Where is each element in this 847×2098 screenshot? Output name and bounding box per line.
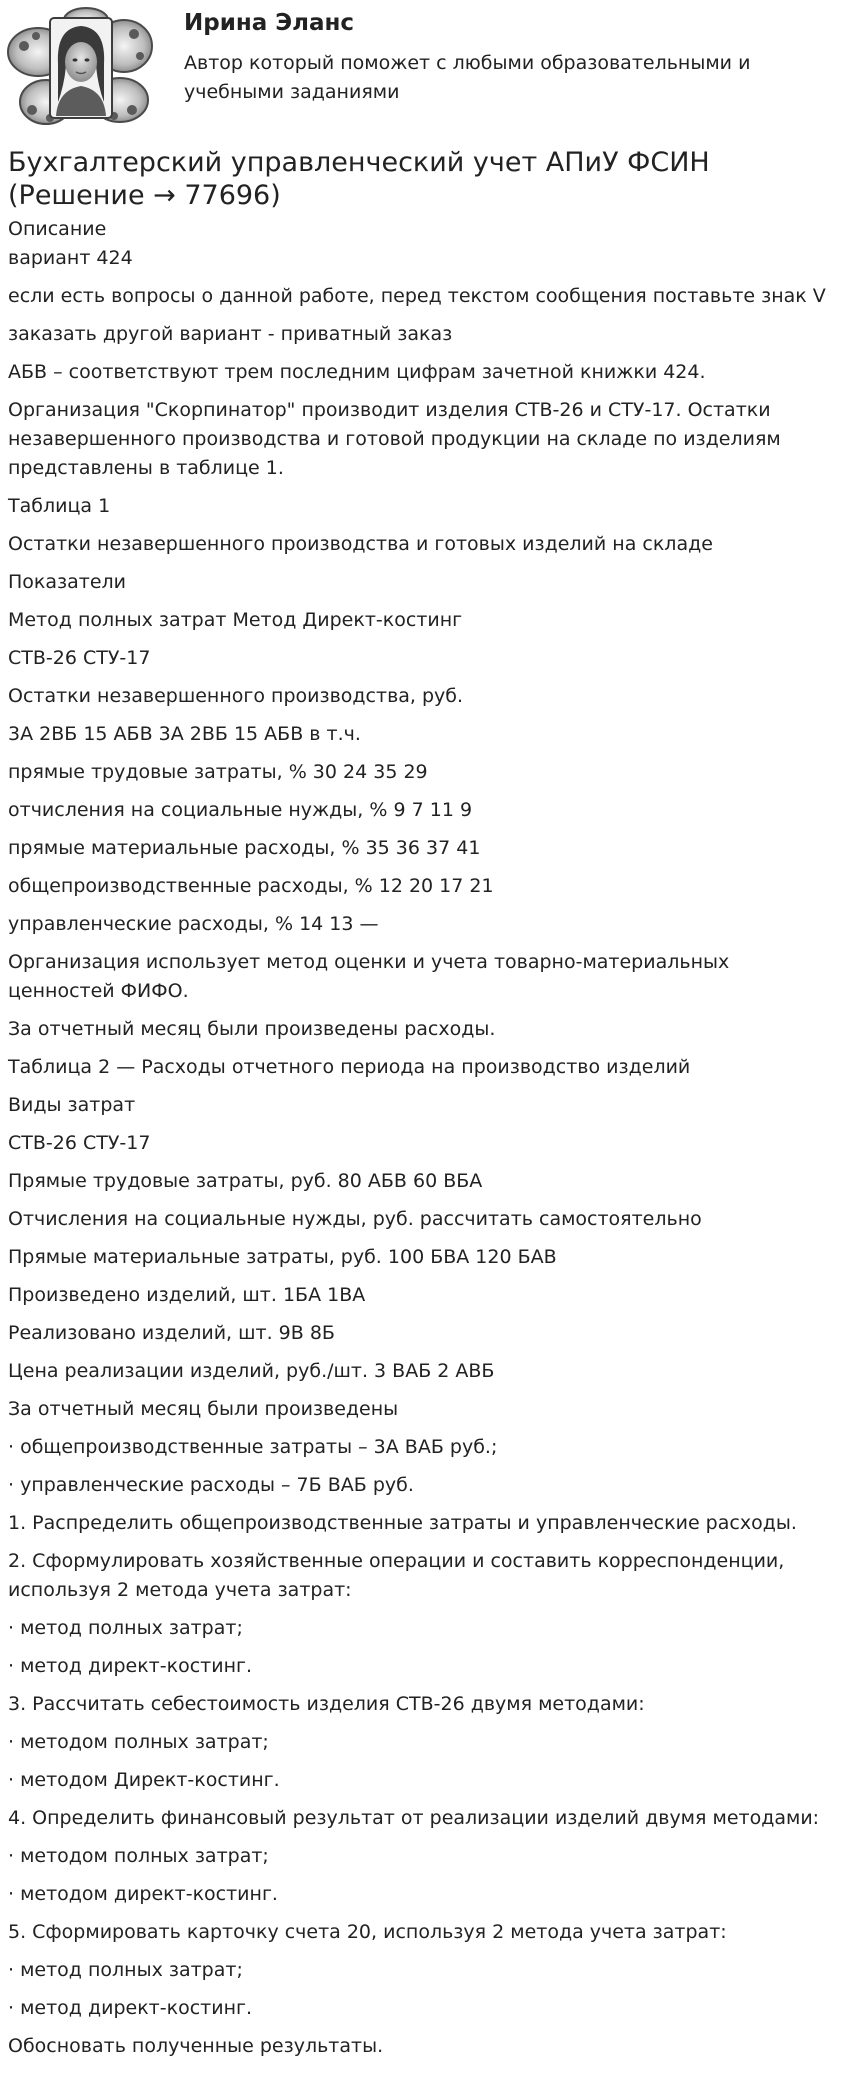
paragraph: Виды затрат	[8, 1094, 136, 1116]
paragraph: Организация использует метод оценки и учета товарно-материальных ценностей ФИФО.	[8, 951, 730, 1002]
paragraph: если есть вопросы о данной работе, перед текстом сообщения поставьте знак V	[8, 285, 826, 307]
paragraph: Таблица 1	[8, 495, 111, 517]
paragraph: Остатки незавершенного производства, руб.	[8, 685, 464, 707]
paragraph: 3. Рассчитать себестоимость изделия СТВ-26 двумя методами:	[8, 1693, 645, 1715]
paragraph: заказать другой вариант - приватный заказ	[8, 323, 453, 345]
paragraph: · методом Директ-костинг.	[8, 1769, 280, 1791]
paragraph: отчисления на социальные нужды, % 9 7 11 9	[8, 799, 473, 821]
paragraph: Организация "Скорпинатор" производит изделия СТВ-26 и СТУ-17. Остатки незавершенного производства и готовой продукции на складе по изделиям представлены в таблице 1.	[8, 399, 781, 479]
paragraph: · метод полных затрат;	[8, 1959, 243, 1981]
paragraph: Произведено изделий, шт. 1БА 1ВА	[8, 1284, 366, 1306]
paragraph: Метод полных затрат Метод Директ-костинг	[8, 609, 463, 631]
paragraph: прямые материальные расходы, % 35 36 37 41	[8, 837, 481, 859]
paragraph: За отчетный месяц были произведены расходы.	[8, 1018, 496, 1040]
paragraph: 3А 2ВБ 15 АБВ 3А 2ВБ 15 АБВ в т.ч.	[8, 723, 361, 745]
paragraph: управленческие расходы, % 14 13 —	[8, 913, 379, 935]
description-content	[8, 215, 838, 2070]
paragraph: · методом полных затрат;	[8, 1845, 269, 1867]
paragraph: СТВ-26 СТУ-17	[8, 1132, 151, 1154]
paragraph: · методом полных затрат;	[8, 1731, 269, 1753]
paragraph: · метод полных затрат;	[8, 1617, 243, 1639]
paragraph: Реализовано изделий, шт. 9В 8Б	[8, 1322, 335, 1344]
author-card	[0, 0, 847, 135]
paragraph: СТВ-26 СТУ-17	[8, 647, 151, 669]
paragraph: Прямые материальные затраты, руб. 100 БВА 120 БАВ	[8, 1246, 557, 1268]
paragraph: · общепроизводственные затраты – 3А ВАБ руб.;	[8, 1436, 498, 1458]
paragraph: · метод директ-костинг.	[8, 1997, 253, 2019]
paragraph: Остатки незавершенного производства и готовых изделий на складе	[8, 533, 713, 555]
paragraph: Обосновать полученные результаты.	[8, 2035, 384, 2057]
paragraph: · управленческие расходы – 7Б ВАБ руб.	[8, 1474, 414, 1496]
paragraph: Прямые трудовые затраты, руб. 80 АБВ 60 ВБА	[8, 1170, 483, 1192]
paragraph: общепроизводственные расходы, % 12 20 17 21	[8, 875, 494, 897]
paragraph: 1. Распределить общепроизводственные затраты и управленческие расходы.	[8, 1512, 797, 1534]
paragraph: 5. Сформировать карточку счета 20, используя 2 метода учета затрат:	[8, 1921, 727, 1943]
paragraph: Отчисления на социальные нужды, руб. рассчитать самостоятельно	[8, 1208, 702, 1230]
paragraph: Цена реализации изделий, руб./шт. 3 ВАБ 2 АВБ	[8, 1360, 495, 1382]
author-avatar[interactable]	[6, 6, 154, 128]
author-description: Автор который поможет с любыми образовательными и учебными заданиями	[184, 52, 751, 103]
paragraph: · методом директ-костинг.	[8, 1883, 278, 1905]
paragraph: АБВ – соответствуют трем последним цифрам зачетной книжки 424.	[8, 361, 706, 383]
paragraph: вариант 424	[8, 247, 133, 269]
paragraph: Показатели	[8, 571, 127, 593]
author-name[interactable]: Ирина Эланс	[184, 10, 355, 36]
page-title: Бухгалтерский управленческий учет АПиУ ФСИН (Решение → 77696)	[8, 147, 710, 211]
paragraph: За отчетный месяц были произведены	[8, 1398, 399, 1420]
paragraph: · метод директ-костинг.	[8, 1655, 253, 1677]
paragraph: прямые трудовые затраты, % 30 24 35 29	[8, 761, 428, 783]
paragraph: 4. Определить финансовый результат от реализации изделий двумя методами:	[8, 1807, 820, 1829]
paragraph: 2. Сформулировать хозяйственные операции и составить корреспонденции, используя 2 метода учета затрат:	[8, 1550, 785, 1601]
description-heading: Описание	[8, 218, 107, 240]
paragraph: Таблица 2 — Расходы отчетного периода на производство изделий	[8, 1056, 691, 1078]
